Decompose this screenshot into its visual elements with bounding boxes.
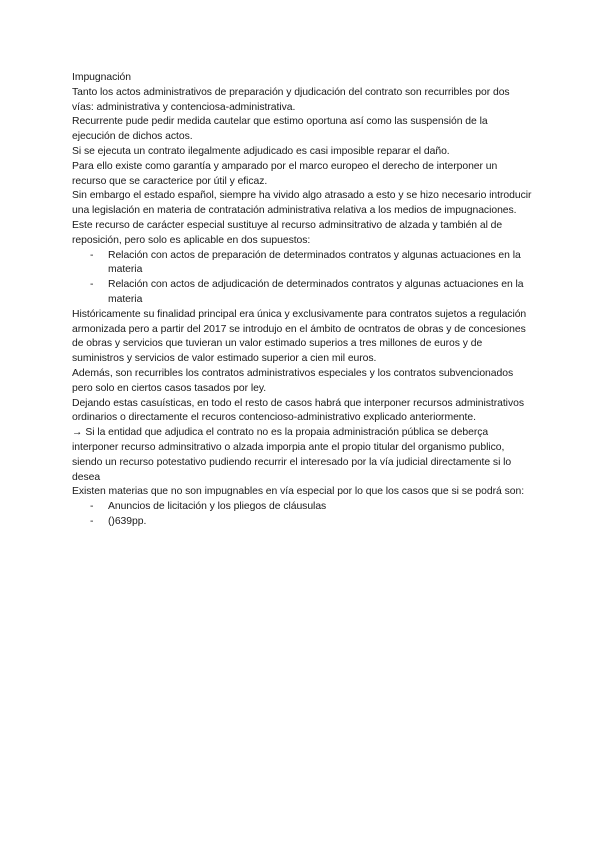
list-item (72, 515, 532, 530)
list-item (72, 278, 532, 308)
dash-bullet: - (90, 279, 94, 291)
paragraph-7: Históricamente su finalidad principal era única y exclusivamente para contratos sujetos a regulación armonizada pero a partir del 2017 se introdujo en el ámbito de ocntratos de obras y de concesiones de obras y servicios que tuvieran un valor estimado superios a tres millones de euros y de suministros y servicios de valor estimado superior a cien mil euros. (72, 308, 527, 365)
list-item-text: ()639pp. (108, 515, 147, 527)
list-item-text: Anuncios de licitación y los pliegos de cláusulas (108, 501, 327, 513)
paragraph-11: Existen materias que no son impugnables en vía especial por lo que los casos que si se podrá son: (72, 486, 525, 498)
arrow-right-icon: → (72, 427, 83, 439)
paragraph-1: Tanto los actos administrativos de preparación y djudicación del contrato son recurribles por dos vías: administrativa y contenciosa-administrativa. (72, 86, 510, 113)
paragraph-8: Además, son recurribles los contratos administrativos especiales y los contratos subvencionados pero solo en ciertos casos tasados por ley. (72, 367, 514, 394)
document-page (72, 71, 532, 530)
paragraph-5: Sin embargo el estado español, siempre ha vivido algo atrasado a esto y se hizo necesario introducir una legislación en materia de contratación administrativa relativa a los medios de impugnaciones. (72, 190, 532, 217)
paragraph-2: Recurrente pude pedir medida cautelar que estimo oportuna así como las suspensión de la ejecución de dichos actos. (72, 116, 488, 143)
supuestos-list (72, 249, 532, 308)
materias-list (72, 500, 532, 530)
dash-bullet: - (90, 249, 94, 261)
list-item-text: Relación con actos de adjudicación de determinados contratos y algunas actuaciones en la materia (108, 279, 524, 305)
list-item-text: Relación con actos de preparación de determinados contratos y algunas actuaciones en la materia (108, 249, 521, 276)
list-item (72, 500, 532, 515)
paragraph-3: Si se ejecuta un contrato ilegalmente adjudicado es casi imposible reparar el daño. (72, 145, 450, 157)
paragraph-6: Este recurso de carácter especial sustituye al recurso adminsitrativo de alzada y también al de reposición, pero solo es aplicable en dos supuestos: (72, 219, 503, 246)
paragraph-9: Dejando estas casuísticas, en todo el resto de casos habrá que interponer recursos administrativos ordinarios o directamente el recuros contencioso-administrativo explicado anteriormente. (72, 397, 524, 424)
dash-bullet: - (90, 515, 94, 527)
list-item (72, 249, 532, 279)
paragraph-10 (72, 426, 532, 485)
document-heading: Impugnación (72, 72, 131, 83)
dash-bullet: - (90, 501, 94, 513)
paragraph-4: Para ello existe como garantía y amparado por el marco europeo el derecho de interponer un recurso que se caracterice por útil y eficaz. (72, 160, 498, 187)
paragraph-10-text: Si la entidad que adjudica el contrato no es la propaia administración pública se deberça interponer recurso adminsitrativo o alzada imporpia ante el propio titular del organismo publico, siendo un recurso potestativo pudiendo recurrir el interesado por la vía judicial directamente si lo desea (72, 427, 512, 483)
